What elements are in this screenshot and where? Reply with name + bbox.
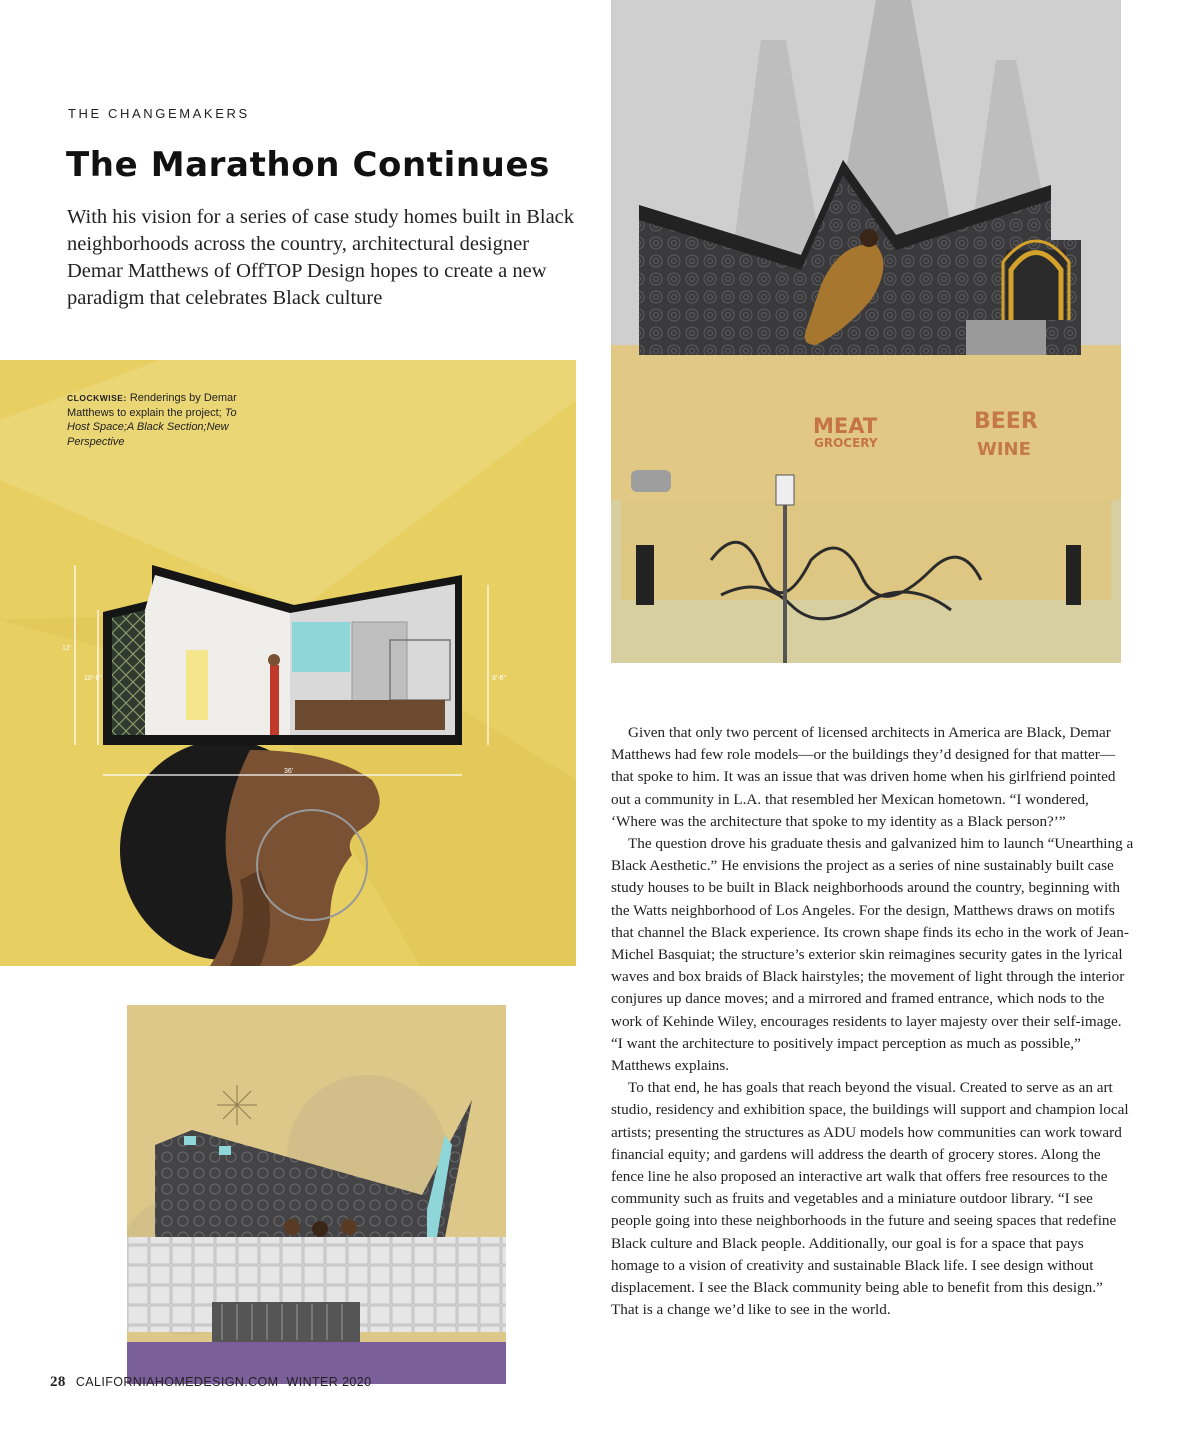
dim-label-bottom: 36': [284, 768, 294, 775]
body-paragraph-2: The question drove his graduate thesis and galvanized him to launch “Unearthing a Black Aesthetic.” He envisions the project as a series of nine sustainably built case study houses to be built in Black neighborhoods around the country, beginning with the Watts neighborhood of Los Angeles. For the design, Matthews draws on motifs that channel the Black experience. Its crown shape finds its echo in the work of Jean-Michel Basquiat; the structure’s exterior skin reimagines security gates in the lyrical waves and box braids of Black hairstyles; the movement of light through the interior conjures up dance moves; and a mirrored and framed entrance, which nods to the work of Kehinde Wiley, encourages residents to layer majesty over their self-image. “I want the architecture to positively impact perception as much as possible,” Matthews explains.: [611, 835, 1134, 1075]
footer-site: CALIFORNIAHOMEDESIGN.COM: [75, 1375, 279, 1389]
caption-text: Renderings by Demar Matthews to explain the project;: [67, 392, 237, 419]
article-title: The Marathon Continues: [66, 145, 550, 185]
caption-lead: CLOCKWISE:: [67, 393, 127, 403]
section-kicker: THE CHANGEMAKERS: [68, 106, 250, 121]
rendering-to-host-space: [127, 1005, 506, 1384]
sign-grocery: GROCERY: [814, 436, 878, 450]
dim-label-left-outer: 12': [62, 645, 72, 652]
dim-label-right: 9'-6": [492, 675, 506, 682]
body-paragraph-3: To that end, he has goals that reach beyond the visual. Created to serve as an art studio, residency and exhibition space, the buildings will support and champion local artists; presenting the structures as ADU models how communities can work toward financial equity; and gardens will address the dearth of grocery stores. Along the fence line he also proposed an interactive art walk that offers free resources to the community such as fruits and vegetables and a miniature outdoor library. “I see people going into these neighborhoods in the future and seeing spaces that redefine Black culture and Black people. Additionally, our goal is for a space that pays homage to a vision of creativity and sustainable Black life. I see design without displacement. I see the Black community being able to benefit from this design.” That is a change we’d like to see in the world.: [611, 1079, 1129, 1319]
article-dek: With his vision for a series of case study homes built in Black neighborhoods across the country, architectural designer Demar Matthews of OffTOP Design hopes to create a new paradigm that celebrates Black culture: [67, 206, 575, 309]
article-body: [611, 722, 1134, 1321]
sign-wine: WINE: [977, 439, 1031, 460]
body-paragraph-1: Given that only two percent of licensed architects in America are Black, Demar Matthews had few role models—or the buildings they’d designed for that matter—that spoke to him. It was an issue that was driven home when his girlfriend pointed out a community in L.A. that resembled her Mexican hometown. “I wondered, ‘Where was the architecture that spoke to my identity as a Black person?’”: [611, 724, 1116, 830]
page-number: 28: [50, 1374, 66, 1390]
figure-caption: [67, 391, 257, 449]
caption-titles: To Host Space;A Black Section;New Perspective: [67, 406, 237, 448]
sign-meat: MEAT: [813, 414, 878, 438]
page-footer: [50, 1374, 371, 1391]
footer-issue: WINTER 2020: [286, 1375, 372, 1389]
rendering-black-section: [0, 360, 576, 966]
sign-beer: BEER: [974, 409, 1038, 434]
rendering-new-perspective: [611, 0, 1121, 663]
dim-label-left-inner: 10'-6": [84, 675, 102, 682]
